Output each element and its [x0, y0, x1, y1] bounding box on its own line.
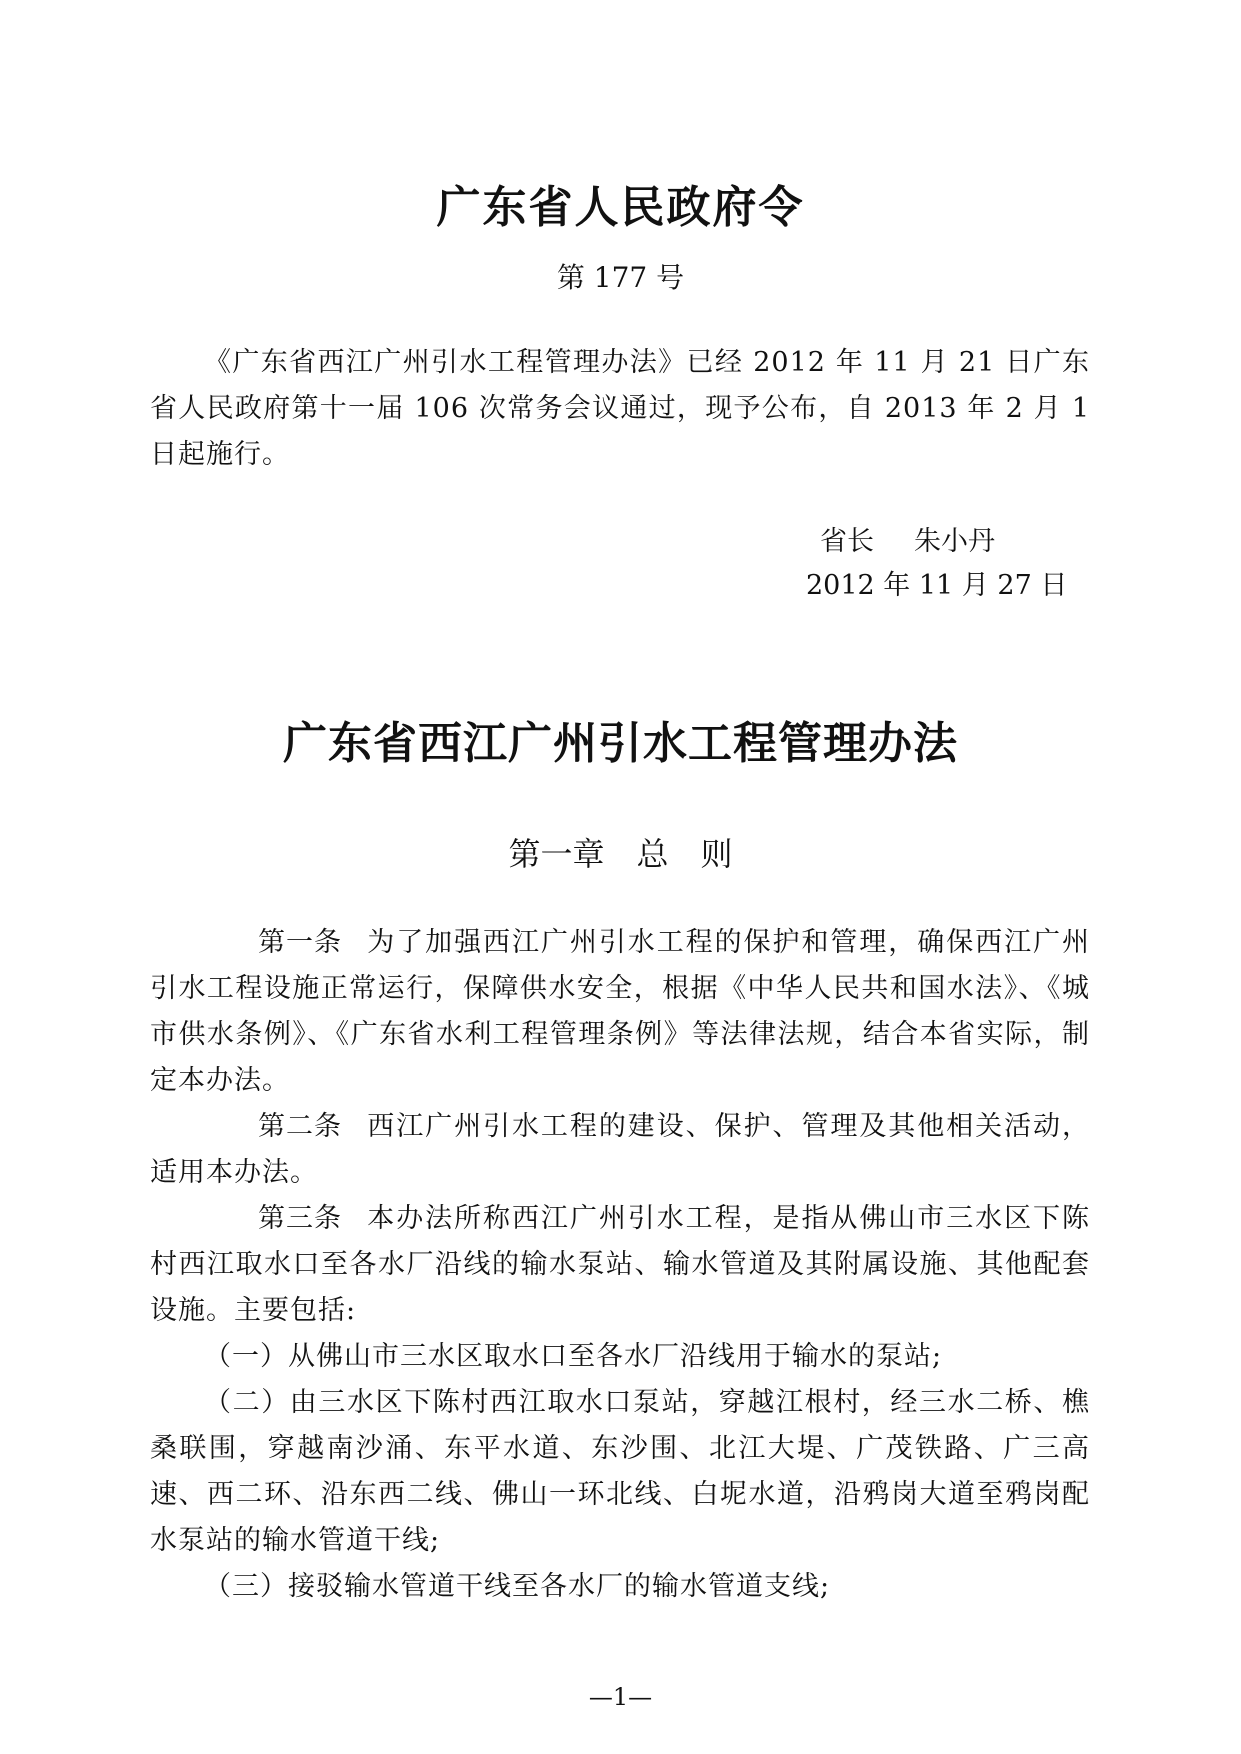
regulation-title: 广东省西江广州引水工程管理办法 [283, 718, 958, 769]
promulgation-paragraph: 《广东省西江广州引水工程管理办法》已经 2012 年 11 月 21 日广东省人民政府第十一届 106 次常务会议通过，现予公布，自 2013 年 2 月 1 日起施行。 [150, 347, 1090, 470]
article-3 [150, 1196, 1090, 1334]
signatory-name: 朱小丹 [914, 526, 995, 557]
list-item: （一）从佛山市三水区取水口至各水厂沿线用于输水的泵站; [204, 1341, 943, 1372]
order-number: 第 177 号 [556, 261, 685, 294]
articles-block [150, 920, 1090, 1610]
list-item: （三）接驳输水管道干线至各水厂的输水管道支线; [204, 1571, 831, 1602]
order-date: 2012 年 11 月 27 日 [806, 570, 1068, 601]
order-title: 广东省人民政府令 [436, 182, 805, 233]
list-item: （二）由三水区下陈村西江取水口泵站，穿越江根村，经三水二桥、樵桑联围，穿越南沙涌、东平水道、东沙围、北江大堤、广茂铁路、广三高速、西二环、沿东西二线、佛山一环北线、白坭水道，沿鸦岗大道至鸦岗配水泵站的输水管道干线; [150, 1387, 1090, 1556]
article-1 [150, 920, 1090, 1104]
article-3-head: 第三条 [258, 1203, 342, 1234]
page-number: —1— [588, 1683, 653, 1711]
promulgation-text-block [150, 340, 1090, 478]
article-1-head: 第一条 [258, 927, 342, 958]
article-1-text: 为了加强西江广州引水工程的保护和管理，确保西江广州引水工程设施正常运行，保障供水安全，根据《中华人民共和国水法》、《城市供水条例》、《广东省水利工程管理条例》等法律法规，结合本省实际，制定本办法。 [150, 927, 1090, 1096]
signatory-title: 省长 [820, 526, 874, 557]
chapter-title: 第一章 总 则 [508, 835, 733, 873]
article-3-text: 本办法所称西江广州引水工程，是指从佛山市三水区下陈村西江取水口至各水厂沿线的输水泵站、输水管道及其附属设施、其他配套设施。主要包括: [150, 1203, 1090, 1326]
signatory [820, 522, 995, 562]
article-2-text: 西江广州引水工程的建设、保护、管理及其他相关活动，适用本办法。 [150, 1111, 1090, 1188]
article-2 [150, 1104, 1090, 1196]
article-2-head: 第二条 [258, 1111, 342, 1142]
